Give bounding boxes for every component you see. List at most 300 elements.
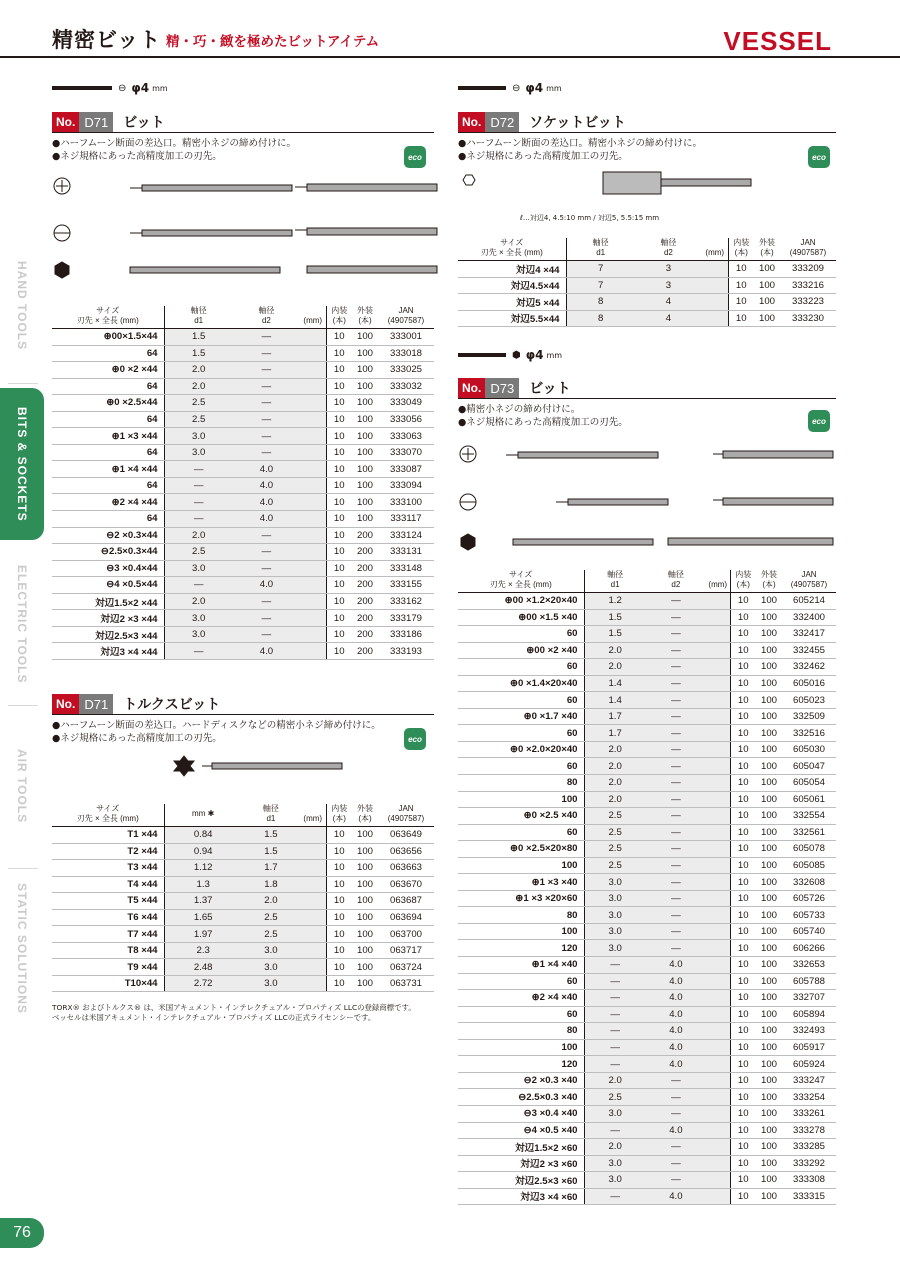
- eco-badge: eco: [808, 146, 830, 168]
- table-cell: —: [646, 1155, 706, 1172]
- table-cell: 100: [352, 362, 378, 379]
- table-row: [458, 1006, 836, 1023]
- table-cell: [706, 1056, 730, 1073]
- table-cell: 10: [730, 890, 756, 907]
- table-cell: 10: [730, 973, 756, 990]
- table-cell: 063687: [378, 893, 434, 910]
- table-cell: 3.0: [584, 874, 646, 891]
- table-cell: 3.0: [164, 626, 233, 643]
- table-cell: 332400: [782, 609, 836, 626]
- model-number: D72: [485, 112, 519, 132]
- table-cell: [300, 378, 326, 395]
- table-row: [52, 345, 434, 362]
- table-cell: 2.0: [164, 593, 233, 610]
- table-cell: 64: [52, 411, 164, 428]
- table-cell: [300, 544, 326, 561]
- table-cell: 4.0: [233, 643, 300, 660]
- tab-air-tools[interactable]: AIR TOOLS: [15, 748, 29, 824]
- shank-indicator: ⊖ φ4 mm: [52, 78, 168, 98]
- table-row: [52, 411, 434, 428]
- feature-list: ●ハーフムーン断面の差込口。精密小ネジの締め付けに。 ●ネジ規格にあった高精度加工の刃先。: [458, 138, 702, 162]
- table-cell: —: [233, 378, 300, 395]
- table-cell: 100: [756, 1056, 782, 1073]
- table-cell: 063649: [378, 827, 434, 844]
- table-cell: 4.0: [646, 1039, 706, 1056]
- table-cell: 3.0: [584, 1155, 646, 1172]
- table-cell: —: [646, 593, 706, 610]
- table-cell: [706, 824, 730, 841]
- table-cell: 10: [326, 428, 352, 445]
- table-row: [458, 609, 836, 626]
- table-cell: 10: [326, 942, 352, 959]
- table-cell: T4 ×44: [52, 876, 164, 893]
- model-number: D71: [79, 112, 113, 132]
- table-cell: [300, 577, 326, 594]
- table-cell: 100: [352, 827, 378, 844]
- table-cell: —: [233, 411, 300, 428]
- table-cell: 333247: [782, 1072, 836, 1089]
- table-cell: 1.37: [164, 893, 242, 910]
- table-cell: [300, 444, 326, 461]
- table-cell: 10: [326, 593, 352, 610]
- d72-spec-table: サイズ 刃先 × 全長 (mm) 軸径 d1 軸径 d2 (mm) 内装 (本) 外装 (本) JAN (4907587) 対辺4 ×44 7 3 10 100 333209 対辺4.5×44 7 3 10 100 333216 対辺5 ×44 8 4 10 100 333223 対辺5.5×44 8 4 10 100 333230: [458, 238, 836, 327]
- table-row: [52, 959, 434, 976]
- table-cell: 1.4: [584, 692, 646, 709]
- table-cell: [300, 860, 326, 877]
- table-cell: 7: [566, 261, 635, 278]
- half-moon-icon: ⊖: [118, 82, 127, 94]
- table-cell: [300, 643, 326, 660]
- table-row: [52, 461, 434, 478]
- table-cell: 10: [730, 675, 756, 692]
- table-cell: 2.5: [164, 395, 233, 412]
- table-cell: [300, 511, 326, 528]
- table-cell: ⊕2 ×4 ×40: [458, 990, 584, 1007]
- table-cell: 100: [352, 477, 378, 494]
- table-cell: 333230: [780, 310, 836, 327]
- section-header-d72: No. D72 ソケットビット: [458, 112, 626, 132]
- side-navigation: [0, 230, 44, 1020]
- section-header-d73: No. D73 ビット: [458, 378, 571, 398]
- table-cell: 100: [352, 428, 378, 445]
- table-cell: 10: [730, 940, 756, 957]
- table-cell: 10: [730, 593, 756, 610]
- table-cell: [706, 1122, 730, 1139]
- table-cell: 10: [326, 876, 352, 893]
- table-cell: 605917: [782, 1039, 836, 1056]
- table-cell: 100: [352, 329, 378, 346]
- table-cell: 10: [730, 907, 756, 924]
- table-cell: 332516: [782, 725, 836, 742]
- table-cell: [706, 923, 730, 940]
- table-cell: [300, 329, 326, 346]
- table-cell: [300, 362, 326, 379]
- table-cell: 120: [458, 940, 584, 957]
- table-cell: 333025: [378, 362, 434, 379]
- table-row: [52, 626, 434, 643]
- table-cell: 1.97: [164, 926, 242, 943]
- table-cell: 10: [326, 827, 352, 844]
- table-cell: 100: [756, 1023, 782, 1040]
- table-cell: 200: [352, 527, 378, 544]
- table-cell: [706, 626, 730, 643]
- table-cell: [702, 294, 728, 311]
- table-cell: [300, 345, 326, 362]
- table-cell: 100: [756, 1039, 782, 1056]
- table-cell: 対辺3 ×4 ×44: [52, 643, 164, 660]
- table-cell: 4.0: [233, 461, 300, 478]
- table-cell: 100: [756, 675, 782, 692]
- table-cell: [300, 942, 326, 959]
- table-cell: 3.0: [584, 1172, 646, 1189]
- table-cell: [300, 909, 326, 926]
- table-cell: 100: [756, 725, 782, 742]
- table-cell: 3.0: [242, 975, 300, 992]
- table-cell: 2.0: [584, 741, 646, 758]
- table-cell: 10: [326, 411, 352, 428]
- table-cell: 605788: [782, 973, 836, 990]
- model-number: D71: [79, 694, 113, 714]
- table-cell: 2.5: [584, 824, 646, 841]
- table-cell: 4.0: [646, 957, 706, 974]
- table-cell: 100: [352, 843, 378, 860]
- table-row: [458, 990, 836, 1007]
- table-cell: T2 ×44: [52, 843, 164, 860]
- feature-list: ●精密小ネジの締め付けに。 ●ネジ規格にあった高精度加工の刃先。: [458, 404, 628, 428]
- table-cell: —: [646, 642, 706, 659]
- section-rule: [458, 398, 836, 399]
- table-row: [458, 973, 836, 990]
- table-cell: [706, 642, 730, 659]
- table-cell: 10: [730, 741, 756, 758]
- page-subtitle: 精・巧・緻を極めたビットアイテム: [166, 34, 380, 50]
- table-row: [458, 775, 836, 792]
- table-cell: 10: [730, 1006, 756, 1023]
- table-cell: [706, 907, 730, 924]
- table-cell: [706, 940, 730, 957]
- table-row: [52, 593, 434, 610]
- table-cell: 64: [52, 378, 164, 395]
- table-row: [458, 277, 836, 294]
- table-cell: 10: [326, 395, 352, 412]
- table-cell: 100: [352, 876, 378, 893]
- table-cell: —: [646, 1172, 706, 1189]
- table-cell: —: [646, 708, 706, 725]
- table-cell: 100: [352, 975, 378, 992]
- table-cell: [702, 277, 728, 294]
- table-cell: ⊕2 ×4 ×44: [52, 494, 164, 511]
- table-cell: 80: [458, 907, 584, 924]
- table-cell: 605894: [782, 1006, 836, 1023]
- table-cell: 332561: [782, 824, 836, 841]
- table-cell: 64: [52, 477, 164, 494]
- table-cell: 2.0: [164, 362, 233, 379]
- table-cell: 605061: [782, 791, 836, 808]
- table-cell: 2.0: [584, 1072, 646, 1089]
- table-row: [458, 261, 836, 278]
- header-rule: [0, 56, 900, 58]
- table-cell: 1.65: [164, 909, 242, 926]
- table-cell: 100: [754, 261, 780, 278]
- table-cell: 10: [326, 444, 352, 461]
- table-cell: [706, 1089, 730, 1106]
- table-cell: 333223: [780, 294, 836, 311]
- table-cell: 100: [352, 378, 378, 395]
- table-cell: 10: [326, 975, 352, 992]
- table-cell: 10: [326, 461, 352, 478]
- table-cell: 10: [730, 626, 756, 643]
- table-cell: —: [233, 560, 300, 577]
- brand-logo: VESSEL: [723, 26, 832, 56]
- table-cell: 333292: [782, 1155, 836, 1172]
- table-cell: 4.0: [646, 990, 706, 1007]
- table-cell: 2.5: [584, 1089, 646, 1106]
- table-row: [52, 477, 434, 494]
- table-cell: 605078: [782, 841, 836, 858]
- table-row: [458, 923, 836, 940]
- table-cell: 063670: [378, 876, 434, 893]
- tab-divider: [8, 705, 38, 706]
- table-cell: 60: [458, 692, 584, 709]
- table-cell: 1.5: [242, 843, 300, 860]
- table-cell: [706, 593, 730, 610]
- table-cell: 60: [458, 758, 584, 775]
- table-cell: [706, 1105, 730, 1122]
- table-row: [52, 942, 434, 959]
- table-cell: [300, 959, 326, 976]
- table-cell: 100: [756, 874, 782, 891]
- table-cell: 10: [730, 659, 756, 676]
- table-cell: 10: [326, 843, 352, 860]
- table-cell: 4.0: [646, 1023, 706, 1040]
- table-cell: 3.0: [584, 890, 646, 907]
- table-cell: 10: [730, 1122, 756, 1139]
- table-cell: 100: [458, 1039, 584, 1056]
- table-cell: 100: [756, 1006, 782, 1023]
- table-cell: 60: [458, 725, 584, 742]
- d73-spec-table: サイズ 刃先 × 全長 (mm) 軸径 d1 軸径 d2 (mm) 内装 (本) 外装 (本) JAN (4907587) ⊕00 ×1.2×20×40 1.2 — 10 100 605214 ⊕00 ×1.5 ×40 1.5 — 10 100 332400 60 1.5 — 10 100 332417 ⊕00 ×2 ×40 2.0 — 10 100 332455 60 2.0 — 10 100 332462 ⊕0 ×1.4×20×40 1.4 — 10 100 605016 60 1.4 — 10 100 605023 ⊕0 ×1.7 ×40 1.7 — 10 100 332509 60 1.7 — 10 100 332516 ⊕0 ×2.0×20×40 2.0 — 10 100 605030 60 2.0 — 10 100 605047 80 2.0 — 10 100 605054 100 2.0 — 10 100 605061 ⊕0 ×2.5 ×40 2.5 — 10 100 332554 60 2.5 — 10 100 332561 ⊕0 ×2.5×20×80 2.5 — 10 100 605078 100 2.5 — 10 100 605085 ⊕1 ×3 ×40 3.0 — 10 100 332608 ⊕1 ×3 ×20×60 3.0 — 10 100 605726 80 3.0 — 10 100 605733 100 3.0 — 10 100 605740 120 3.0 — 10 100 606266 ⊕1 ×4 ×40 — 4.0 10 100 332653 60 — 4.0 10 100 605788 ⊕2 ×4 ×40 — 4.0 10 100 332707 60 — 4.0 10 100 605894 80 — 4.0 10 100 332493 100 — 4.0 10 100 605917 120 — 4.0 10 100 605924 ⊖2 ×0.3 ×40 2.0 — 10 100 333247 ⊖2.5×0.3 ×40 2.5 — 10 100 333254 ⊖3 ×0.4 ×40 3.0 — 10 100 333261 ⊖4 ×0.5 ×40 — 4.0 10 100 333278 対辺1.5×2 ×60 2.0 — 10 100 333285 対辺2 ×3 ×60 3.0 — 10 100 333292 対辺2.5×3 ×60 3.0 — 10 100 333308 対辺3 ×4 ×60 — 4.0 10 100 333315: [458, 570, 836, 1205]
- table-cell: 10: [326, 626, 352, 643]
- section-title: ソケットビット: [529, 115, 626, 131]
- table-cell: 1.4: [584, 675, 646, 692]
- tab-bits-sockets[interactable]: BITS & SOCKETS: [0, 388, 44, 540]
- table-cell: 100: [352, 926, 378, 943]
- table-cell: 333315: [782, 1188, 836, 1205]
- table-cell: 10: [326, 544, 352, 561]
- section-title: ビット: [529, 381, 571, 397]
- table-cell: 1.7: [584, 725, 646, 742]
- table-cell: 10: [326, 893, 352, 910]
- table-cell: 1.5: [164, 329, 233, 346]
- table-cell: 4: [635, 294, 702, 311]
- table-cell: 100: [352, 461, 378, 478]
- table-cell: 10: [730, 1039, 756, 1056]
- table-cell: 333162: [378, 593, 434, 610]
- table-cell: 0.94: [164, 843, 242, 860]
- table-cell: 2.0: [164, 527, 233, 544]
- model-number: D73: [485, 378, 519, 398]
- table-row: [458, 890, 836, 907]
- table-cell: ⊕00 ×1.5 ×40: [458, 609, 584, 626]
- table-cell: 100: [352, 942, 378, 959]
- table-cell: 100: [754, 294, 780, 311]
- table-cell: [706, 1188, 730, 1205]
- table-cell: 333001: [378, 329, 434, 346]
- table-cell: 200: [352, 560, 378, 577]
- table-cell: 10: [730, 824, 756, 841]
- table-row: [458, 708, 836, 725]
- table-row: [458, 841, 836, 858]
- table-cell: 333032: [378, 378, 434, 395]
- table-cell: 100: [756, 890, 782, 907]
- table-cell: 2.3: [164, 942, 242, 959]
- section-rule: [52, 714, 434, 715]
- table-cell: 10: [326, 959, 352, 976]
- table-cell: T8 ×44: [52, 942, 164, 959]
- table-cell: 60: [458, 824, 584, 841]
- table-cell: T7 ×44: [52, 926, 164, 943]
- table-cell: 2.48: [164, 959, 242, 976]
- table-cell: 100: [756, 1122, 782, 1139]
- table-cell: 200: [352, 544, 378, 561]
- table-cell: 4.0: [233, 577, 300, 594]
- table-cell: —: [646, 741, 706, 758]
- table-cell: 10: [730, 857, 756, 874]
- table-cell: 063724: [378, 959, 434, 976]
- table-row: [458, 642, 836, 659]
- table-cell: 063717: [378, 942, 434, 959]
- table-cell: —: [646, 874, 706, 891]
- table-cell: 200: [352, 610, 378, 627]
- table-cell: T5 ×44: [52, 893, 164, 910]
- table-cell: 10: [728, 261, 754, 278]
- table-cell: 3.0: [242, 942, 300, 959]
- table-cell: 100: [756, 957, 782, 974]
- table-cell: 605054: [782, 775, 836, 792]
- table-cell: 200: [352, 577, 378, 594]
- eco-badge: eco: [808, 410, 830, 432]
- table-cell: 10: [326, 926, 352, 943]
- table-cell: ⊕1 ×4 ×40: [458, 957, 584, 974]
- table-cell: 100: [458, 857, 584, 874]
- table-cell: 332455: [782, 642, 836, 659]
- table-cell: 100: [756, 609, 782, 626]
- table-cell: [300, 477, 326, 494]
- table-cell: 10: [730, 808, 756, 825]
- table-cell: 333117: [378, 511, 434, 528]
- tab-hand-tools[interactable]: HAND TOOLS: [15, 261, 29, 351]
- page-header: [0, 0, 900, 58]
- table-cell: 1.5: [164, 345, 233, 362]
- hex-icon: ⬢: [512, 349, 521, 361]
- table-cell: —: [164, 511, 233, 528]
- table-cell: 333100: [378, 494, 434, 511]
- table-cell: [706, 1039, 730, 1056]
- table-cell: 8: [566, 310, 635, 327]
- table-cell: [300, 843, 326, 860]
- table-cell: 100: [352, 909, 378, 926]
- table-row: [458, 940, 836, 957]
- table-cell: 605023: [782, 692, 836, 709]
- table-cell: 8: [566, 294, 635, 311]
- table-cell: ⊕1 ×3 ×40: [458, 874, 584, 891]
- table-row: [458, 1089, 836, 1106]
- tab-electric-tools[interactable]: ELECTRIC TOOLS: [15, 564, 29, 684]
- table-row: [52, 395, 434, 412]
- table-cell: [706, 758, 730, 775]
- table-cell: [300, 926, 326, 943]
- table-cell: 2.0: [584, 791, 646, 808]
- table-row: [458, 725, 836, 742]
- table-cell: 10: [730, 708, 756, 725]
- table-cell: 2.5: [242, 926, 300, 943]
- table-cell: 100: [352, 511, 378, 528]
- d71-spec-table: サイズ 刃先 × 全長 (mm) 軸径 d1 軸径 d2 (mm) 内装 (本) 外装 (本) JAN (4907587) ⊕00×1.5×44 1.5 — 10 100 333001 64 1.5 — 10 100 333018 ⊕0 ×2 ×44 2.0 — 10 100 333025 64 2.0 — 10 100 333032 ⊕0 ×2.5×44 2.5 — 10 100 333049 64 2.5 — 10 100 333056 ⊕1 ×3 ×44 3.0 — 10 100 333063 64 3.0 — 10 100 333070 ⊕1 ×4 ×44 — 4.0 10 100 333087 64 — 4.0 10 100 333094 ⊕2 ×4 ×44 — 4.0 10 100 333100 64 — 4.0 10 100 333117 ⊖2 ×0.3×44 2.0 — 10 200 333124 ⊖2.5×0.3×44 2.5 — 10 200 333131 ⊖3 ×0.4×44 3.0 — 10 200 333148 ⊖4 ×0.5×44 — 4.0 10 200 333155 対辺1.5×2 ×44 2.0 — 10 200 333162 対辺2 ×3 ×44 3.0 — 10 200 333179 対辺2.5×3 ×44 3.0 — 10 200 333186 対辺3 ×4 ×44 — 4.0 10 200 333193: [52, 306, 434, 660]
- table-cell: —: [646, 890, 706, 907]
- table-cell: 333063: [378, 428, 434, 445]
- table-cell: —: [233, 544, 300, 561]
- table-cell: [300, 461, 326, 478]
- table-row: [458, 1072, 836, 1089]
- table-cell: 10: [326, 527, 352, 544]
- table-cell: 64: [52, 345, 164, 362]
- table-row: [458, 1105, 836, 1122]
- table-cell: 100: [352, 395, 378, 412]
- table-cell: 100: [352, 860, 378, 877]
- table-row: [458, 741, 836, 758]
- table-cell: ⊖4 ×0.5×44: [52, 577, 164, 594]
- table-cell: 3.0: [584, 907, 646, 924]
- table-row: [52, 843, 434, 860]
- table-cell: ⊖3 ×0.4×44: [52, 560, 164, 577]
- table-cell: 063663: [378, 860, 434, 877]
- tab-static-solutions[interactable]: STATIC SOLUTIONS: [15, 882, 29, 1014]
- table-cell: [706, 1072, 730, 1089]
- table-cell: 3.0: [584, 1105, 646, 1122]
- table-row: [458, 857, 836, 874]
- table-cell: [706, 808, 730, 825]
- table-cell: 063656: [378, 843, 434, 860]
- table-row: [458, 874, 836, 891]
- table-cell: 3.0: [242, 959, 300, 976]
- table-row: [458, 1139, 836, 1156]
- table-cell: —: [584, 1023, 646, 1040]
- table-cell: ⊖4 ×0.5 ×40: [458, 1122, 584, 1139]
- table-cell: [300, 626, 326, 643]
- table-row: [458, 808, 836, 825]
- table-cell: 3.0: [164, 428, 233, 445]
- table-cell: —: [646, 675, 706, 692]
- table-cell: ⊕1 ×4 ×44: [52, 461, 164, 478]
- table-cell: [706, 609, 730, 626]
- table-row: [458, 593, 836, 610]
- socket-depth-note: ℓ…対辺4, 4.5:10 mm / 対辺5, 5.5:15 mm: [520, 214, 660, 222]
- table-cell: 605214: [782, 593, 836, 610]
- table-cell: 100: [756, 841, 782, 858]
- table-cell: 605016: [782, 675, 836, 692]
- table-cell: 100: [756, 659, 782, 676]
- table-cell: 4: [635, 310, 702, 327]
- shank-indicator: ⬢ φ4 mm: [458, 345, 562, 365]
- table-cell: 10: [728, 310, 754, 327]
- table-cell: 333148: [378, 560, 434, 577]
- table-cell: 10: [730, 692, 756, 709]
- table-cell: 10: [730, 1105, 756, 1122]
- table-cell: 1.5: [242, 827, 300, 844]
- table-cell: —: [646, 725, 706, 742]
- table-row: [52, 444, 434, 461]
- table-cell: 333278: [782, 1122, 836, 1139]
